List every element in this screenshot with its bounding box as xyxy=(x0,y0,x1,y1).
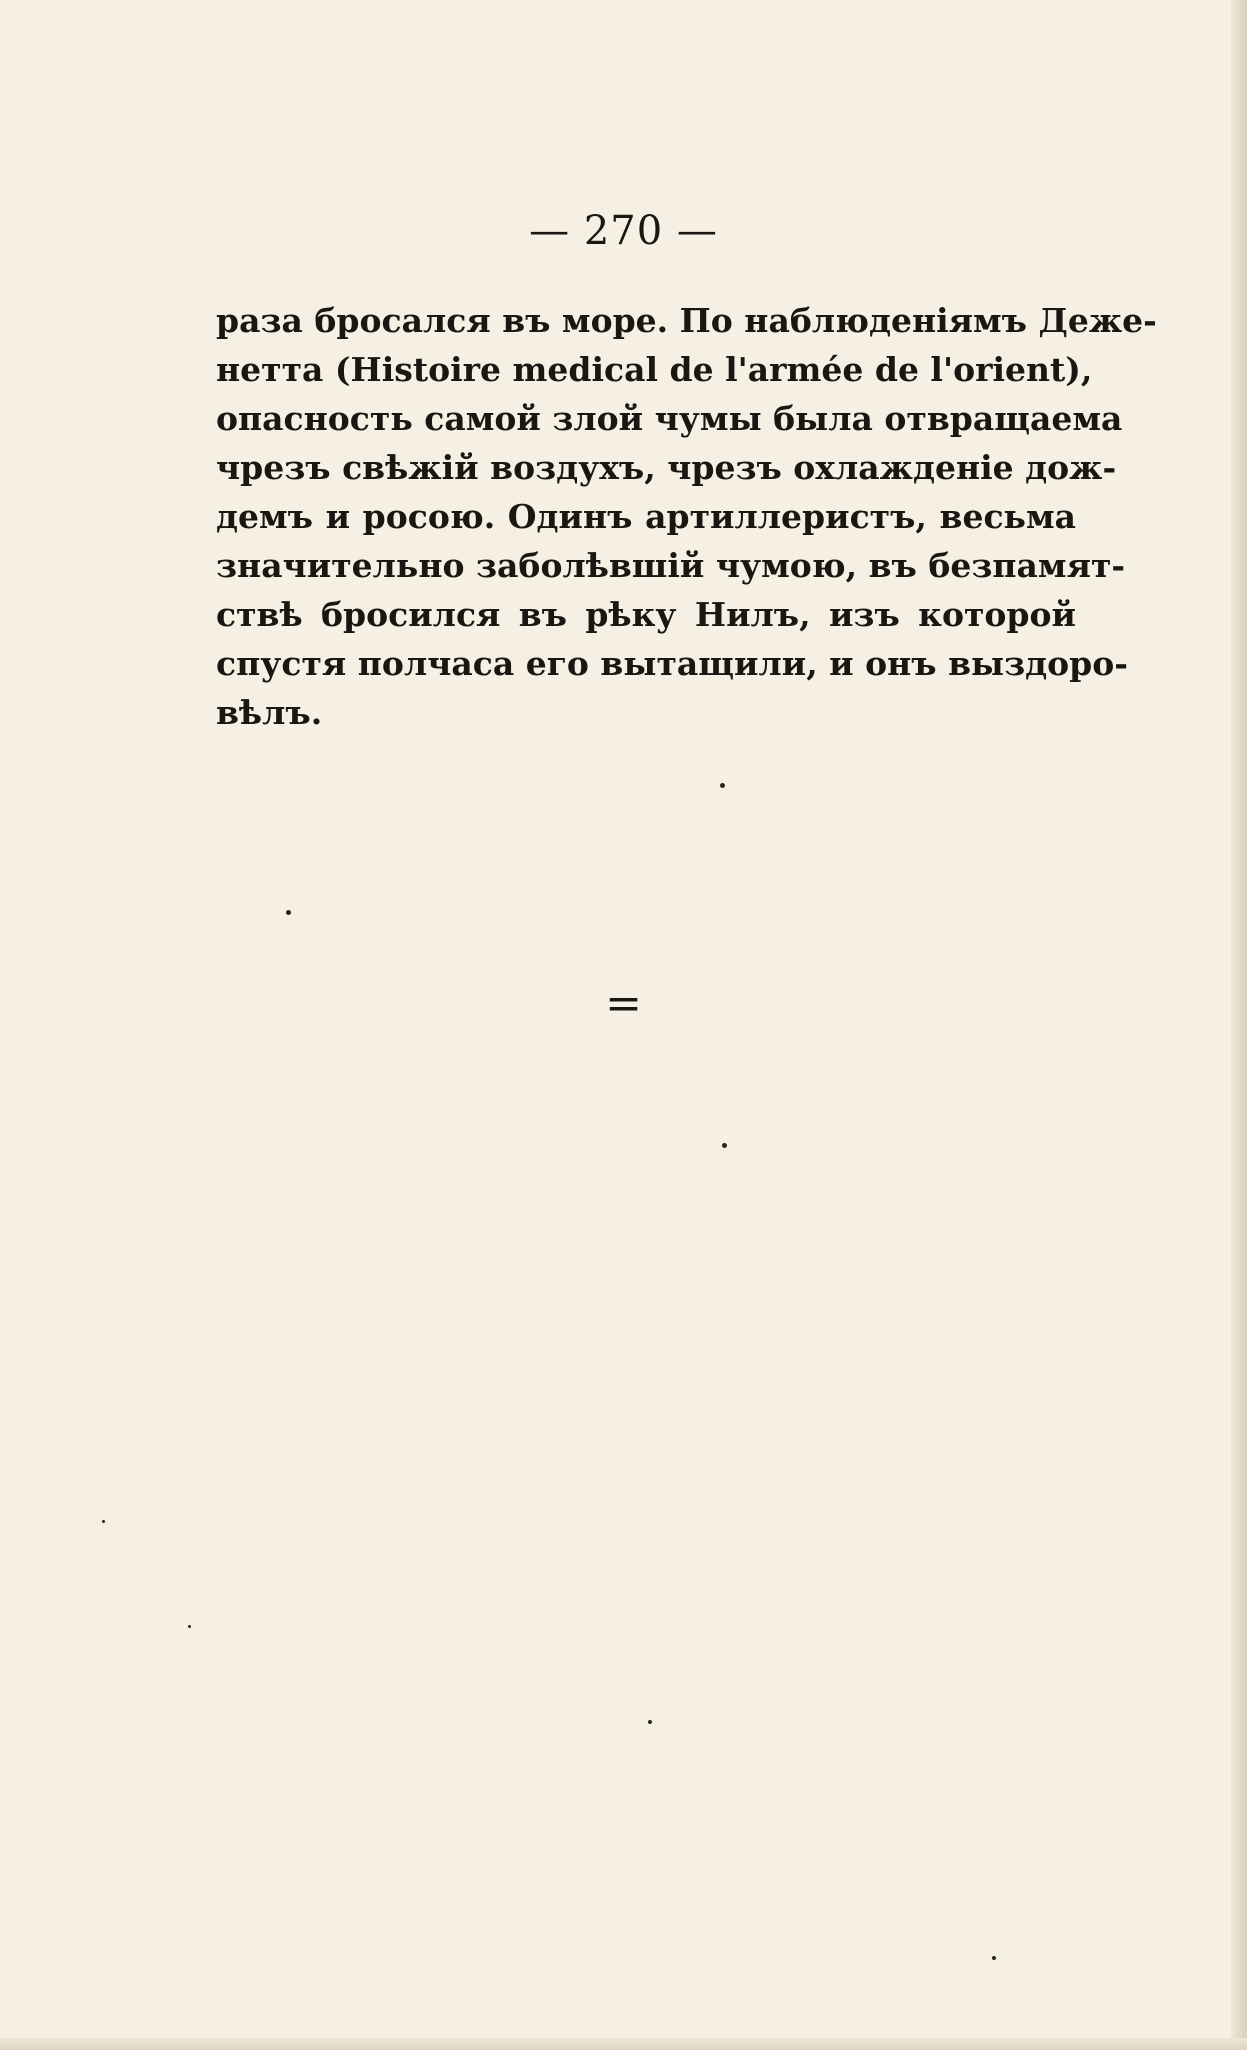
ink-speck xyxy=(102,1520,105,1523)
text-line: значительно заболѣвшiй чумою, въ безпамят- xyxy=(216,546,1126,585)
ink-speck xyxy=(286,910,291,915)
ink-speck xyxy=(720,783,725,788)
section-divider: = xyxy=(605,978,642,1029)
body-paragraph xyxy=(216,296,1157,737)
text-line: демъ и росою. Одинъ артиллеристъ, весьма xyxy=(216,497,1076,536)
page-number: — 270 — xyxy=(529,208,718,254)
text-line: спустя полчаса его вытащили, и онъ выздоро- xyxy=(216,644,1128,683)
text-line: чрезъ свѣжiй воздухъ, чрезъ охлажденiе дож- xyxy=(216,448,1117,487)
ink-speck xyxy=(188,1625,191,1628)
text-line: вѣлъ. xyxy=(216,693,323,732)
page-edge xyxy=(1231,0,1247,2050)
text-line: ствѣ бросился въ рѣку Нилъ, изъ которой xyxy=(216,595,1076,634)
text-line: опасность самой злой чумы была отвращаема xyxy=(216,399,1123,438)
text-line: нетта (Histoire medical de l'armée de l'orient), xyxy=(216,350,1093,389)
text-line: раза бросался въ море. По наблюденiямъ Деже- xyxy=(216,301,1157,340)
ink-speck xyxy=(648,1720,652,1724)
ink-speck xyxy=(992,1956,996,1960)
ink-speck xyxy=(722,1143,727,1148)
page-edge xyxy=(0,2038,1247,2050)
